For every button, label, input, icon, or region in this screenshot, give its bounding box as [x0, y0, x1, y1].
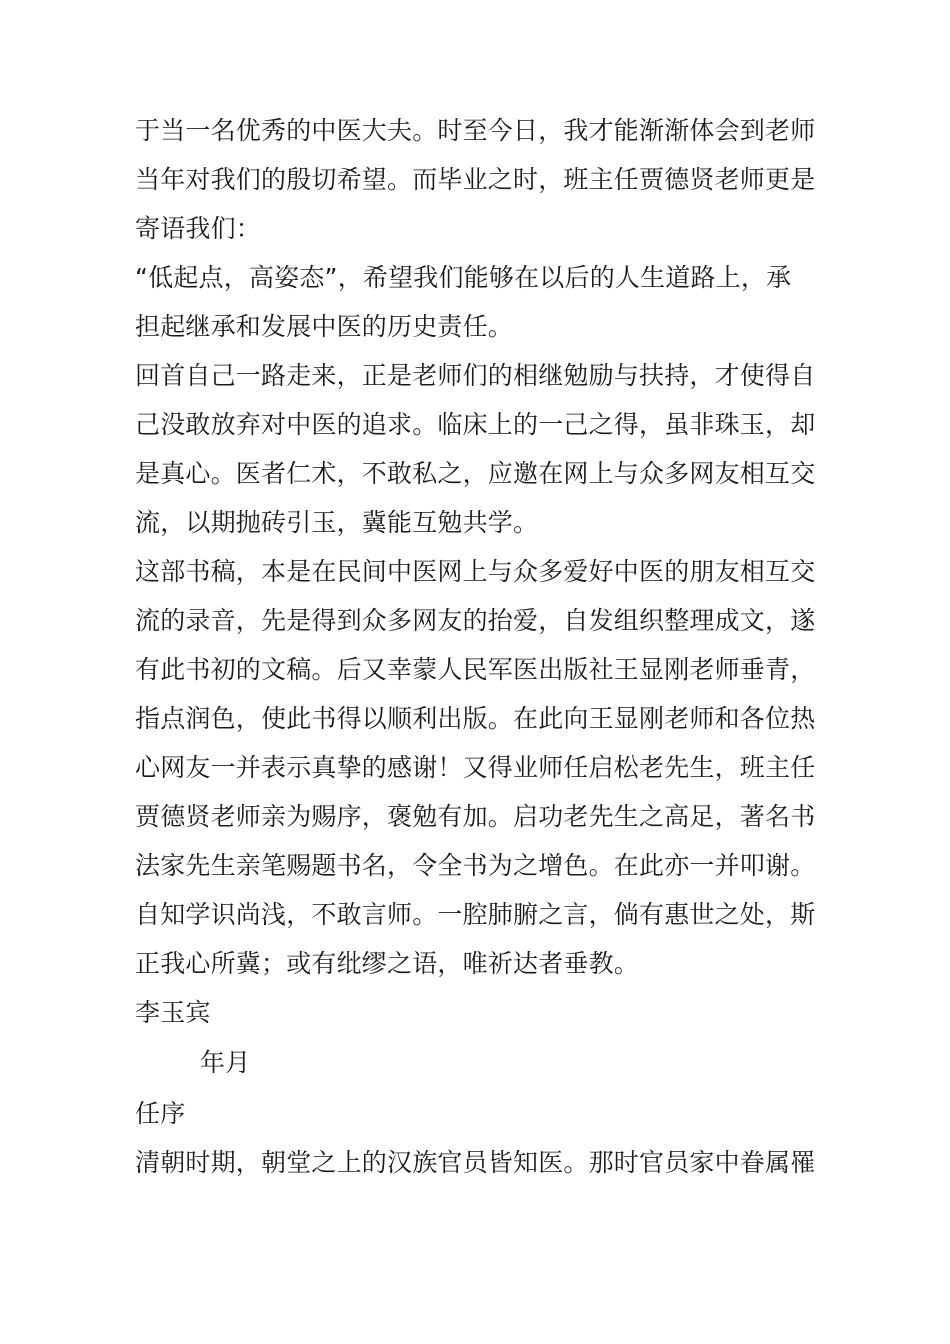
- text-line: 回首自己一路走来，正是老师们的相继勉励与扶持，才使得自: [135, 361, 816, 390]
- text-line: 寄语我们：: [135, 214, 262, 243]
- author-signature: 李玉宾: [135, 998, 211, 1027]
- text-line: “低起点，高姿态”，希望我们能够在以后的人生道路上，承: [135, 263, 792, 292]
- text-line: 贾德贤老师亲为赐序，褒勉有加。启功老先生之高足，著名书: [135, 802, 816, 831]
- text-line: 清朝时期，朝堂之上的汉族官员皆知医。那时官员家中眷属罹: [135, 1148, 816, 1177]
- text-line: 自知学识尚浅，不敢言师。一腔肺腑之言，倘有惠世之处，斯: [135, 900, 816, 929]
- date-line: 年月: [200, 1048, 251, 1077]
- text-line: 正我心所冀；或有纰缪之语，唯祈达者垂教。: [135, 949, 640, 978]
- text-line: 流，以期抛砖引玉，冀能互勉共学。: [135, 508, 539, 537]
- text-line: 于当一名优秀的中医大夫。时至今日，我才能渐渐体会到老师: [135, 116, 816, 145]
- text-line: 指点润色，使此书得以顺利出版。在此向王显刚老师和各位热: [135, 704, 816, 733]
- text-line: 这部书稿，本是在民间中医网上与众多爱好中医的朋友相互交: [135, 557, 816, 586]
- text-line: 有此书初的文稿。后又幸蒙人民军医出版社王显刚老师垂青，: [135, 655, 816, 684]
- section-title: 任序: [135, 1099, 186, 1128]
- body-text: [135, 106, 835, 1187]
- text-line: 是真心。医者仁术，不敢私之，应邀在网上与众多网友相互交: [135, 459, 816, 488]
- text-line: 己没敢放弃对中医的追求。临床上的一己之得，虽非珠玉，却: [135, 410, 816, 439]
- text-line: 担起继承和发展中医的历史责任。: [135, 312, 514, 341]
- text-line: 心网友一并表示真挚的感谢！又得业师任启松老先生，班主任: [135, 753, 816, 782]
- text-line: 法家先生亲笔赐题书名，令全书为之增色。在此亦一并叩谢。: [135, 851, 816, 880]
- text-line: 当年对我们的殷切希望。而毕业之时，班主任贾德贤老师更是: [135, 165, 816, 194]
- text-line: 流的录音，先是得到众多网友的抬爱，自发组织整理成文，遂: [135, 606, 816, 635]
